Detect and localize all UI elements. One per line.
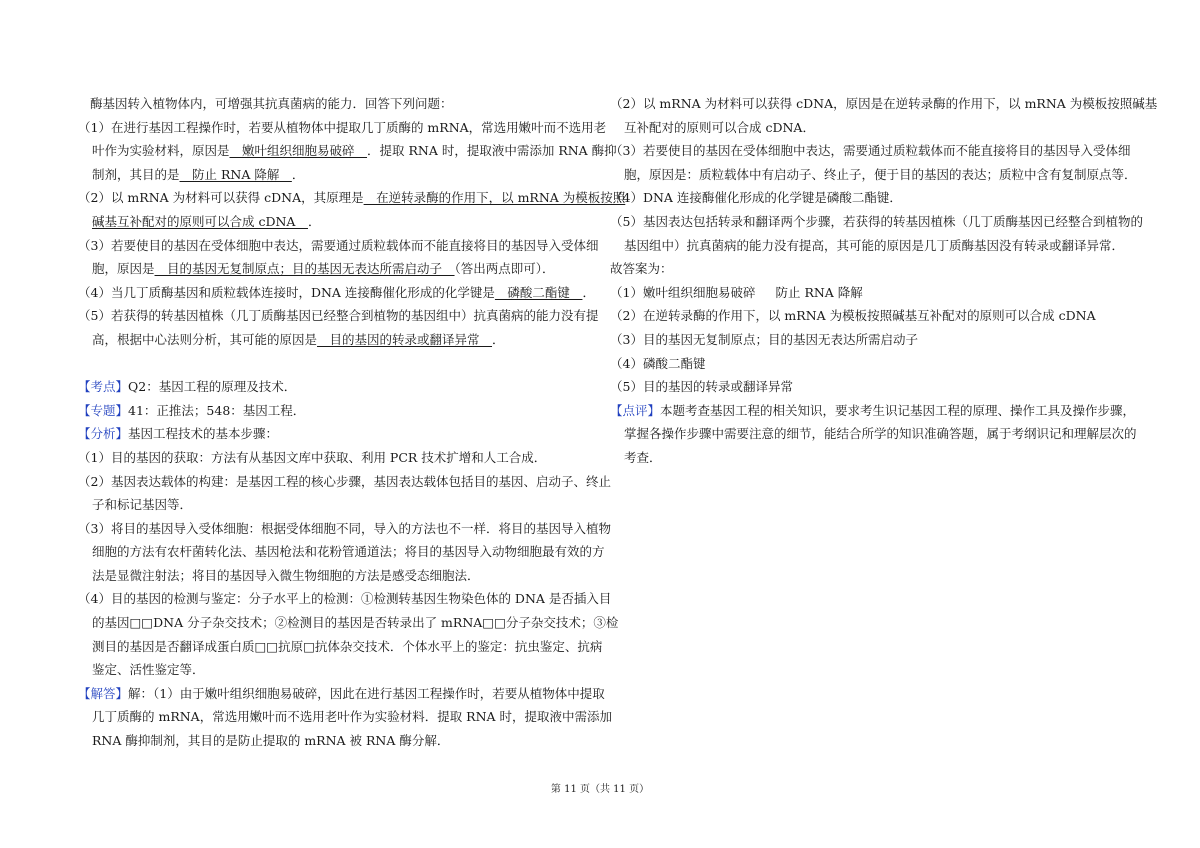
q1-line-3 (78, 163, 592, 187)
q1-answer-blank-2: 防止 RNA 降解 (179, 166, 292, 182)
answer-2: （2）在逆转录酶的作用下，以 mRNA 为模板按照碱基互补配对的原则可以合成 cDNA (610, 308, 1096, 324)
kaodian-text: Q2：基因工程的原理及技术． (128, 379, 297, 395)
answer-heading: 故答案为： (610, 261, 673, 277)
zhuanti-text: 41：正推法；548：基因工程． (128, 402, 306, 418)
answer-1-part-b: 防止 RNA 降解 (775, 284, 863, 300)
answer-3: （3）目的基因无复制原点；目的基因无表达所需启动子 (610, 331, 918, 347)
jieda-line (78, 682, 605, 706)
dianping-line-3: 考查． (624, 449, 662, 465)
q2-line-2 (78, 210, 592, 234)
solution-2-line-2: 互补配对的原则可以合成 cDNA． (624, 119, 815, 135)
q5-text: 高，根据中心法则分析，其可能的原因是 (92, 331, 318, 347)
jieda-line-3: RNA 酶抑制剂，其目的是防止提取的 mRNA 被 RNA 酶分解． (92, 733, 450, 749)
zhuanti-line (78, 399, 592, 423)
jieda-tag: 【解答】 (78, 685, 129, 701)
solution-5-line-2: 基因组中）抗真菌病的能力没有提高，其可能的原因是几丁质酶基因没有转录或翻译异常． (624, 237, 1125, 253)
solution-2-line-1: （2）以 mRNA 为材料可以获得 cDNA，原因是在逆转录酶的作用下，以 mRNA 为模板按照碱基 (610, 96, 1158, 111)
q4-text-2: ． (582, 284, 595, 300)
q3-text-2: （答出两点即可）． (454, 261, 555, 277)
analysis-4-line-3: 测目的基因是否翻译成蛋白质□□抗原□抗体杂交技术．个体水平上的鉴定：抗虫鉴定、抗病 (92, 638, 603, 654)
spacer (78, 352, 592, 376)
q4-text: （4）当几丁质酶基因和质粒载体连接时，DNA 连接酶催化形成的化学键是 (78, 284, 495, 300)
fenxi-tag: 【分析】 (78, 426, 129, 442)
analysis-2-line-2: 子和标记基因等． (92, 497, 193, 513)
q5-line-1: （5）若获得的转基因植株（几丁质酶基因已经整合到植物的基因组中）抗真菌病的能力没有提 (78, 308, 599, 324)
q2-answer-blank-cont: 碱基互补配对的原则可以合成 cDNA (92, 213, 308, 229)
zhuanti-tag: 【专题】 (78, 402, 129, 418)
q4-line-1 (78, 281, 595, 305)
page-footer: 第 11 页（共 11 页） (550, 784, 650, 795)
q3-line-1: （3）若要使目的基因在受体细胞中表达，需要通过质粒载体而不能直接将目的基因导入受体细 (78, 237, 599, 253)
dianping-line (610, 399, 1136, 423)
analysis-3-line-3: 法是显微注射法；将目的基因导入微生物细胞的方法是感受态细胞法． (92, 567, 480, 583)
left-column (78, 92, 626, 753)
dianping-line-2: 掌握各操作步骤中需要注意的细节，能结合所学的知识准确答题，属于考纲识记和理解层次的 (624, 426, 1137, 442)
q2-answer-blank: 在逆转录酶的作用下，以 mRNA 为模板按照 (363, 190, 626, 206)
fenxi-text: 基因工程技术的基本步骤： (128, 426, 279, 442)
q1-text-4: ． (291, 166, 305, 182)
q1-answer-blank-1: 嫩叶组织细胞易破碎 (229, 143, 368, 159)
jieda-line-2: 几丁质酶的 mRNA，常选用嫩叶而不选用老叶作为实验材料．提取 RNA 时，提取液中需添加 (92, 709, 613, 725)
dianping-tag: 【点评】 (610, 402, 661, 418)
q5-answer-blank: 目的基因的转录或翻译异常 (317, 331, 493, 347)
analysis-4-line-4: 鉴定、活性鉴定等． (92, 662, 205, 678)
analysis-4-line-2: 的基因□□DNA 分子杂交技术；②检测目的基因是否转录出了 mRNA□□分子杂交技术；③检 (92, 615, 619, 631)
answer-1 (610, 281, 1130, 305)
solution-4: （4）DNA 连接酶催化形成的化学键是磷酸二酯键． (610, 190, 902, 206)
dianping-text: 本题考查基因工程的相关知识，要求考生识记基因工程的原理、操作工具及操作步骤， (660, 402, 1136, 418)
fenxi-line (78, 422, 592, 446)
q3-text: 胞，原因是 (92, 261, 155, 277)
answer-1-part-a: （1）嫩叶组织细胞易破碎 (610, 284, 756, 300)
q1-line-2 (78, 139, 617, 163)
analysis-4-line-1: （4）目的基因的检测与鉴定：分子水平上的检测：①检测转基因生物染色体的 DNA 是否插入目 (78, 591, 612, 607)
answer-5: （5）目的基因的转录或翻译异常 (610, 379, 793, 395)
right-column (610, 92, 1158, 470)
q1-text-2: ．提取 RNA 时，提取液中需添加 RNA 酶抑 (367, 143, 617, 159)
q4-answer-blank: 磷酸二酯键 (494, 284, 583, 300)
q1-text: 叶作为实验材料，原因是 (92, 143, 230, 159)
q2-line-1 (78, 186, 626, 210)
q2-text-2: ． (307, 213, 321, 229)
jieda-text: 解：（1）由于嫩叶组织细胞易破碎，因此在进行基因工程操作时，若要从植物体中提取 (128, 685, 605, 701)
answer-4: （4）磷酸二酯键 (610, 355, 706, 371)
analysis-1: （1）目的基因的获取：方法有从基因文库中获取、利用 PCR 技术扩增和人工合成． (78, 449, 547, 465)
q2-text: （2）以 mRNA 为材料可以获得 cDNA，其原理是 (78, 190, 364, 206)
kaodian-line (78, 375, 592, 399)
analysis-3-line-2: 细胞的方法有农杆菌转化法、基因枪法和花粉管通道法；将目的基因导入动物细胞最有效的方 (92, 544, 605, 560)
solution-5-line-1: （5）基因表达包括转录和翻译两个步骤，若获得的转基因植株（几丁质酶基因已经整合到植物的 (610, 213, 1143, 229)
analysis-3-line-1: （3）将目的基因导入受体细胞：根据受体细胞不同，导入的方法也不一样．将目的基因导入植物 (78, 520, 611, 536)
kaodian-tag: 【考点】 (78, 379, 129, 395)
solution-3-line-2: 胞，原因是：质粒载体中有启动子、终止子，便于目的基因的表达；质粒中含有复制原点等． (624, 166, 1137, 182)
analysis-2-line-1: （2）基因表达载体的构建：是基因工程的核心步骤，基因表达载体包括目的基因、启动子、终止 (78, 473, 611, 489)
q3-line-2 (78, 257, 592, 281)
q5-line-2 (78, 328, 592, 352)
q1-text-3: 制剂，其目的是 (92, 166, 180, 182)
question-intro: 酶基因转入植物体内，可增强其抗真菌病的能力．回答下列问题： (90, 96, 453, 111)
q3-answer-blank: 目的基因无复制原点；目的基因无表达所需启动子 (154, 261, 455, 277)
solution-3-line-1: （3）若要使目的基因在受体细胞中表达，需要通过质粒载体而不能直接将目的基因导入受体细 (610, 143, 1131, 159)
q1-line-1: （1）在进行基因工程操作时，若要从植物体中提取几丁质酶的 mRNA，常选用嫩叶而不选用老 (78, 119, 607, 135)
q5-text-2: ． (492, 331, 505, 347)
